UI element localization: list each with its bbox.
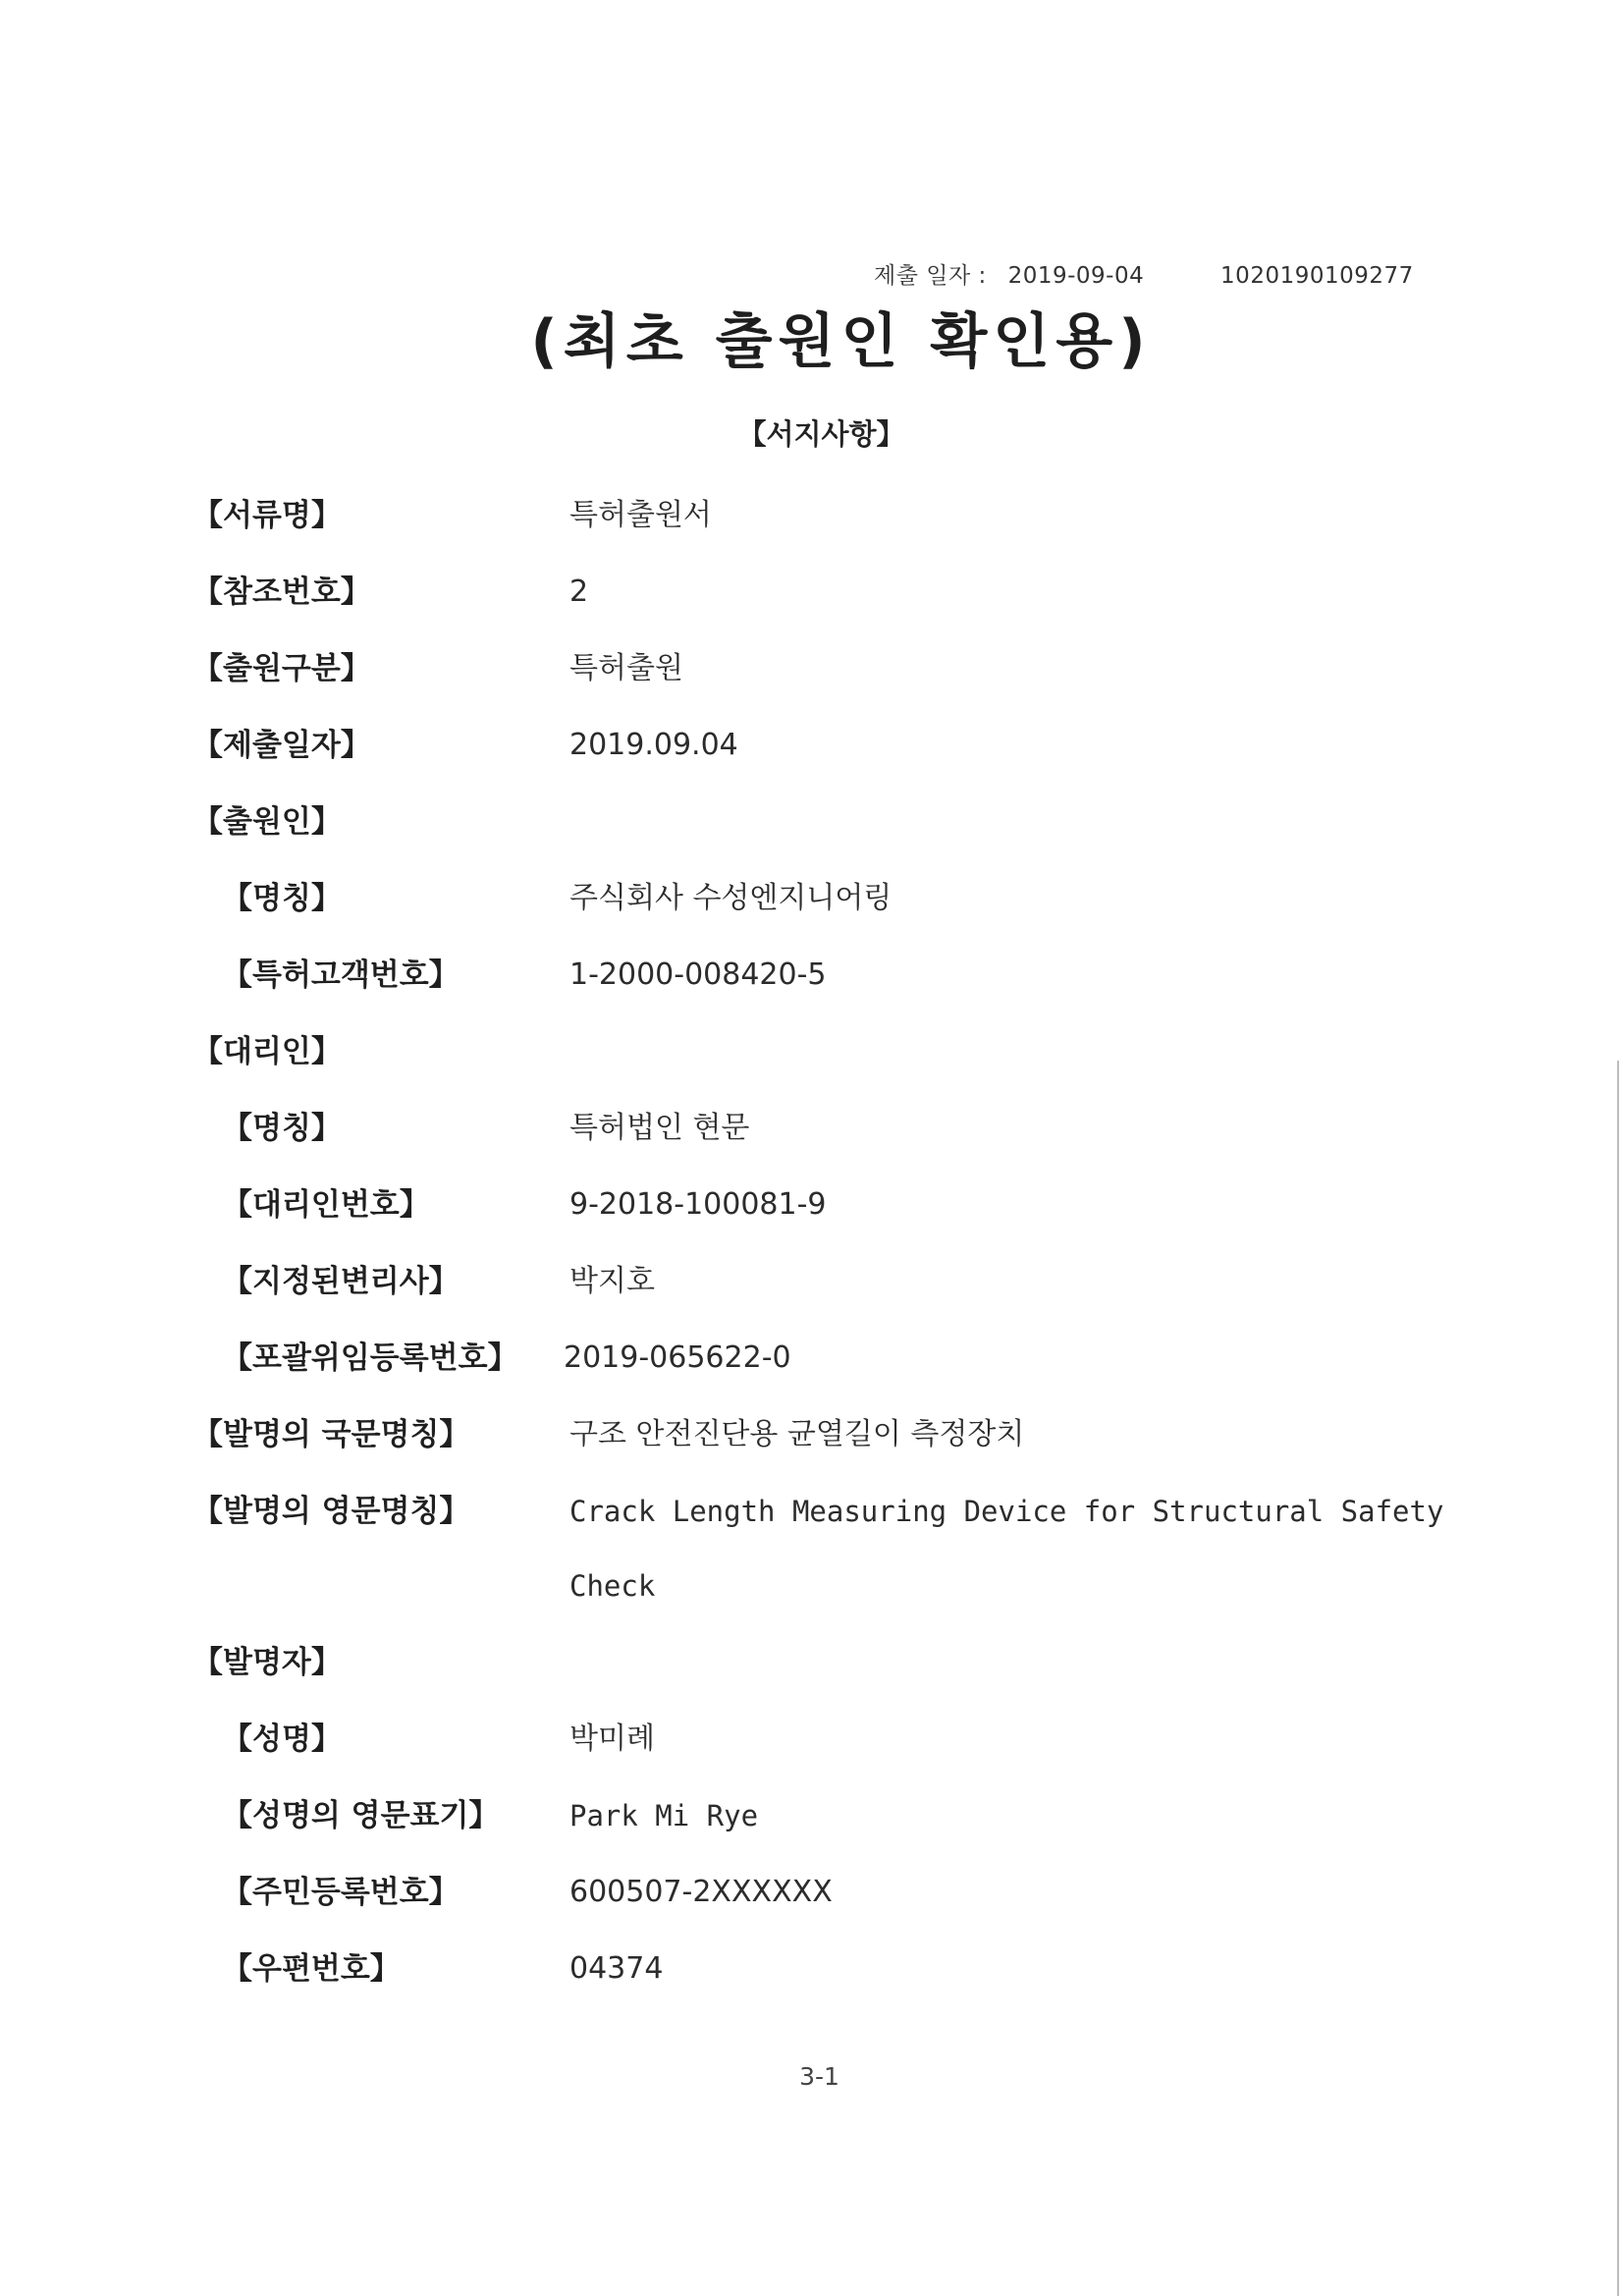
submission-header — [874, 257, 1414, 290]
field-label: 【참조번호】 — [192, 574, 371, 610]
row-title-en — [0, 1487, 1623, 1536]
row-agent — [0, 1027, 1623, 1076]
field-label: 【제출일자】 — [192, 728, 371, 763]
page-number: 3-1 — [799, 2062, 839, 2091]
submission-date-label: 제출 일자 : — [874, 263, 987, 289]
row-attorney — [0, 1257, 1623, 1306]
field-value: 박지호 — [569, 1264, 655, 1298]
field-value: 박미례 — [569, 1722, 655, 1756]
field-value: 특허출원서 — [569, 498, 712, 532]
section-title: 【서지사항】 — [737, 417, 905, 451]
row-inventor-name — [0, 1715, 1623, 1764]
field-label: 【성명의 영문표기】 — [222, 1798, 500, 1833]
field-label: 【우편번호】 — [222, 1951, 401, 1987]
field-value: 9-2018-100081-9 — [569, 1187, 827, 1222]
field-value: 구조 안전진단용 균열길이 측정장치 — [569, 1417, 1025, 1451]
field-label: 【지정된변리사】 — [222, 1264, 460, 1299]
row-doc-type — [0, 491, 1623, 540]
field-value: 2019-065622-0 — [564, 1340, 791, 1375]
row-ref-no — [0, 568, 1623, 617]
field-value: 특허출원 — [569, 651, 683, 685]
application-number: 1020190109277 — [1220, 263, 1414, 289]
scan-edge-line — [1617, 1061, 1619, 2296]
row-app-category — [0, 644, 1623, 693]
row-applicant — [0, 797, 1623, 847]
field-label: 【발명의 국문명칭】 — [192, 1417, 470, 1452]
field-value-continued: Check — [569, 1569, 656, 1603]
row-inventor-name-en — [0, 1791, 1623, 1840]
field-label: 【성명】 — [222, 1722, 342, 1757]
row-agent-no — [0, 1180, 1623, 1230]
field-label: 【대리인】 — [192, 1034, 342, 1069]
row-title-kr — [0, 1410, 1623, 1459]
row-resident-no — [0, 1868, 1623, 1917]
field-label: 【발명의 영문명칭】 — [192, 1494, 470, 1529]
row-postal-code — [0, 1944, 1623, 1994]
field-label: 【주민등록번호】 — [222, 1875, 460, 1910]
field-value: 2019.09.04 — [569, 728, 738, 762]
field-value: 2 — [569, 574, 589, 609]
field-value: Crack Length Measuring Device for Structural Safety — [569, 1495, 1444, 1528]
field-label: 【발명자】 — [192, 1645, 342, 1680]
field-label: 【출원인】 — [192, 804, 342, 840]
submission-date-value: 2019-09-04 — [1007, 263, 1145, 289]
field-value: 1-2000-008420-5 — [569, 957, 827, 992]
row-title-en-cont — [0, 1561, 1623, 1611]
field-label: 【출원구분】 — [192, 651, 371, 686]
field-label: 【서류명】 — [192, 498, 342, 533]
row-inventor — [0, 1638, 1623, 1687]
page-title: (최초 출원인 확인용) — [530, 307, 1152, 376]
field-label: 【포괄위임등록번호】 — [222, 1340, 518, 1376]
field-value: 주식회사 수성엔지니어링 — [569, 881, 893, 915]
field-value: Park Mi Rye — [569, 1799, 759, 1832]
row-power-no — [0, 1334, 1623, 1383]
row-applicant-customer-no — [0, 951, 1623, 1000]
field-value: 특허법인 현문 — [569, 1111, 750, 1145]
row-agent-name — [0, 1104, 1623, 1153]
row-submit-date — [0, 721, 1623, 770]
field-value: 04374 — [569, 1951, 664, 1986]
field-label: 【명칭】 — [222, 1111, 342, 1146]
field-label: 【명칭】 — [222, 881, 342, 916]
field-label: 【대리인번호】 — [222, 1187, 430, 1223]
field-value: 600507-2XXXXXX — [569, 1875, 833, 1909]
field-label: 【특허고객번호】 — [222, 957, 460, 993]
row-applicant-name — [0, 874, 1623, 923]
